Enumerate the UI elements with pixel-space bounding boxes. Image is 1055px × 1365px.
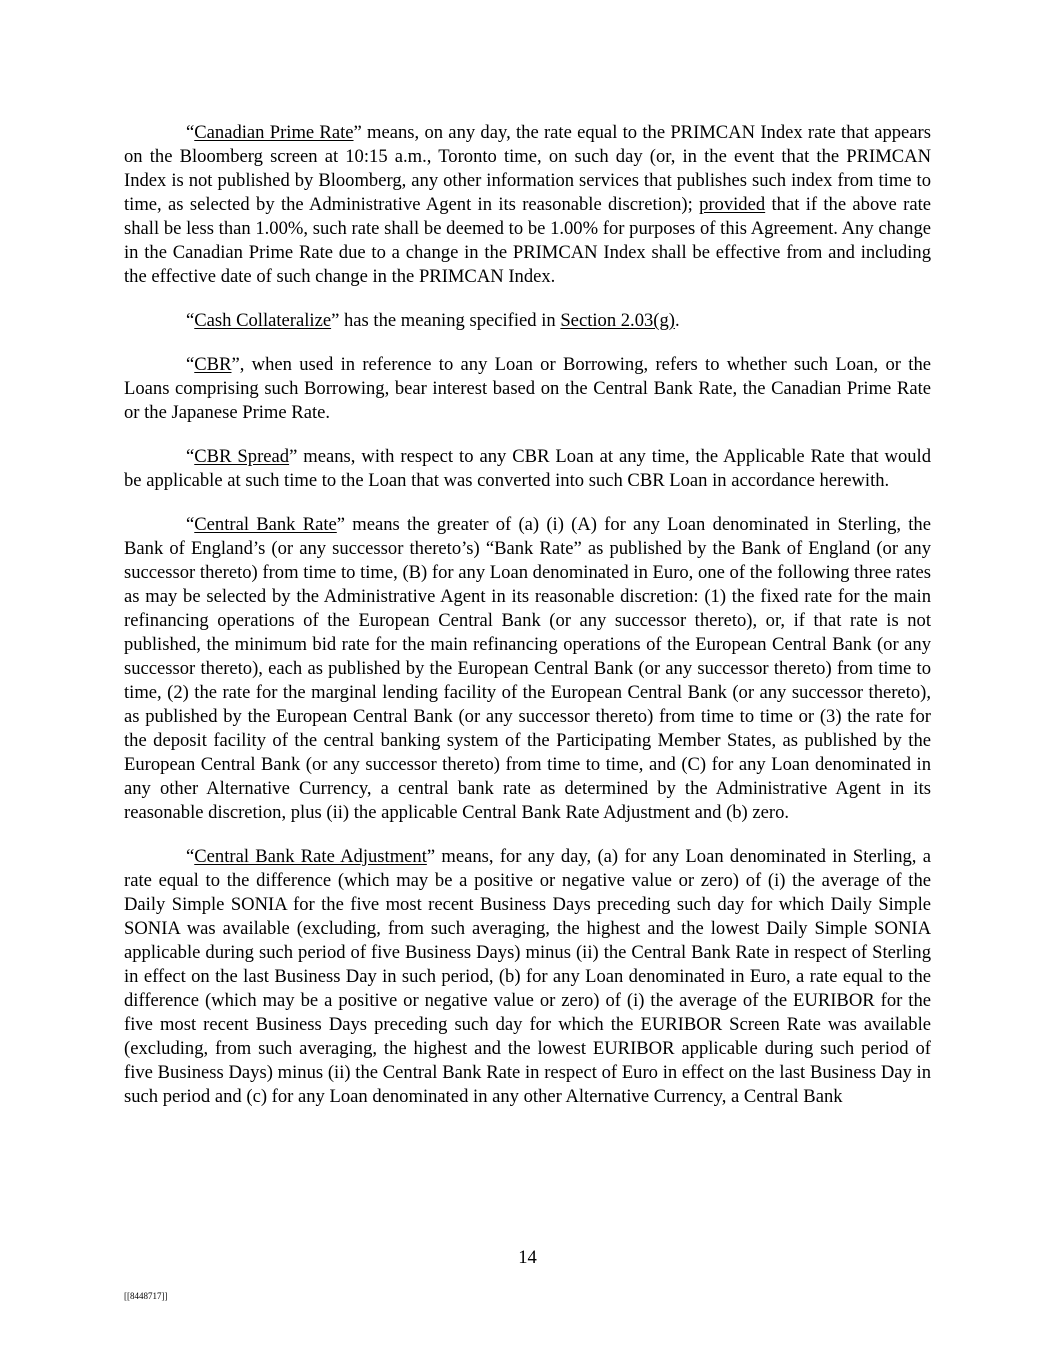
definition-text: ” means, for any day, (a) for any Loan denominated in Sterling, a rate equal to the difference (which may be a positive or negative value or zero) of (i) the average of the Daily Simple SONIA for the five most recent Business Days preceding such day for which Daily Simple SONIA was available (excluding, from such averaging, the highest and the lowest Daily Simple SONIA applicable during such period of five Business Days) minus (ii) the Central Bank Rate in respect of Sterling in effect on the last Business Day in such period, (b) for any Loan denominated in Euro, a rate equal to the difference (which may be a positive or negative value or zero) of (i) the average of the EURIBOR for the five most recent Business Days preceding such day for which the EURIBOR Screen Rate was available (excluding, from such averaging, the highest and the lowest EURIBOR applicable during such period of five Business Days) minus (ii) the Central Bank Rate in respect of Euro in effect on the last Business Day in such period and (c) for any Loan denominated in any other Alternative Currency, a Central Bank xyxy=(124,846,931,1107)
definition-text: ” means, with respect to any CBR Loan at any time, the Applicable Rate that would be applicable at such time to the Loan that was converted into such CBR Loan in accordance herewith. xyxy=(124,446,931,491)
defined-term: CBR Spread xyxy=(194,446,290,467)
defined-term: Central Bank Rate xyxy=(194,514,337,535)
definition-text: ” means, on any day, the rate equal to the PRIMCAN Index rate that appears on the Bloomberg screen at 10:15 a.m., Toronto time, on such day (or, in the event that the PRIMCAN Index is not published by Bloomberg, any other information services that publishes such index from time to time, as selected by the Administrative Agent in its reasonable discretion); xyxy=(124,122,931,215)
defined-term: Canadian Prime Rate xyxy=(194,122,354,143)
defined-term: Cash Collateralize xyxy=(194,310,332,331)
proviso-word: provided xyxy=(699,194,766,215)
open-quote: “ xyxy=(186,514,195,535)
definition-cbr-spread xyxy=(124,445,931,493)
section-reference: Section 2.03(g) xyxy=(560,310,675,331)
open-quote: “ xyxy=(186,310,195,331)
definition-text: ” means the greater of (a) (i) (A) for any Loan denominated in Sterling, the Bank of England’s (or any successor thereto’s) “Bank Rate” as published by the Bank of England (or any successor thereto) from time to time, (B) for any Loan denominated in Euro, one of the following three rates as may be selected by the Administrative Agent in its reasonable discretion: (1) the fixed rate for the main refinancing operations of the European Central Bank (or any successor thereto), or, if that rate is not published, the minimum bid rate for the main refinancing operations of the European Central Bank (or any successor thereto), each as published by the European Central Bank (or any successor thereto) from time to time, (2) the rate for the marginal lending facility of the European Central Bank (or any successor thereto), as published by the European Central Bank (or any successor thereto) from time to time or (3) the rate for the deposit facility of the central banking system of the Participating Member States, as published by the European Central Bank (or any successor thereto) from time to time, and (C) for any Loan denominated in any other Alternative Currency, a central bank rate as determined by the Administrative Agent in its reasonable discretion, plus (ii) the applicable Central Bank Rate Adjustment and (b) zero. xyxy=(124,514,931,823)
definition-text: ” has the meaning specified in xyxy=(331,310,561,331)
page-number: 14 xyxy=(518,1247,537,1268)
definition-central-bank-rate xyxy=(124,513,931,825)
open-quote: “ xyxy=(186,354,195,375)
open-quote: “ xyxy=(186,846,195,867)
definition-canadian-prime-rate xyxy=(124,121,931,289)
definition-text-end: . xyxy=(674,310,680,331)
defined-term: Central Bank Rate Adjustment xyxy=(194,846,427,867)
definitions-section xyxy=(124,121,931,1129)
definition-cbr xyxy=(124,353,931,425)
defined-term: CBR xyxy=(194,354,232,375)
definition-cash-collateralize xyxy=(124,309,931,333)
definition-text-continued: that if the above rate shall be less than 1.00%, such rate shall be deemed to be 1.00% for purposes of this Agreement. Any change in the Canadian Prime Rate due to a change in the PRIMCAN Index shall be effective from and including the effective date of such change in the PRIMCAN Index. xyxy=(124,194,931,287)
open-quote: “ xyxy=(186,446,195,467)
document-id: [[8448717]] xyxy=(124,1291,168,1301)
definition-central-bank-rate-adjustment xyxy=(124,845,931,1109)
definition-text: ”, when used in reference to any Loan or Borrowing, refers to whether such Loan, or the Loans comprising such Borrowing, bear interest based on the Central Bank Rate, the Canadian Prime Rate or the Japanese Prime Rate. xyxy=(124,354,931,423)
open-quote: “ xyxy=(186,122,195,143)
